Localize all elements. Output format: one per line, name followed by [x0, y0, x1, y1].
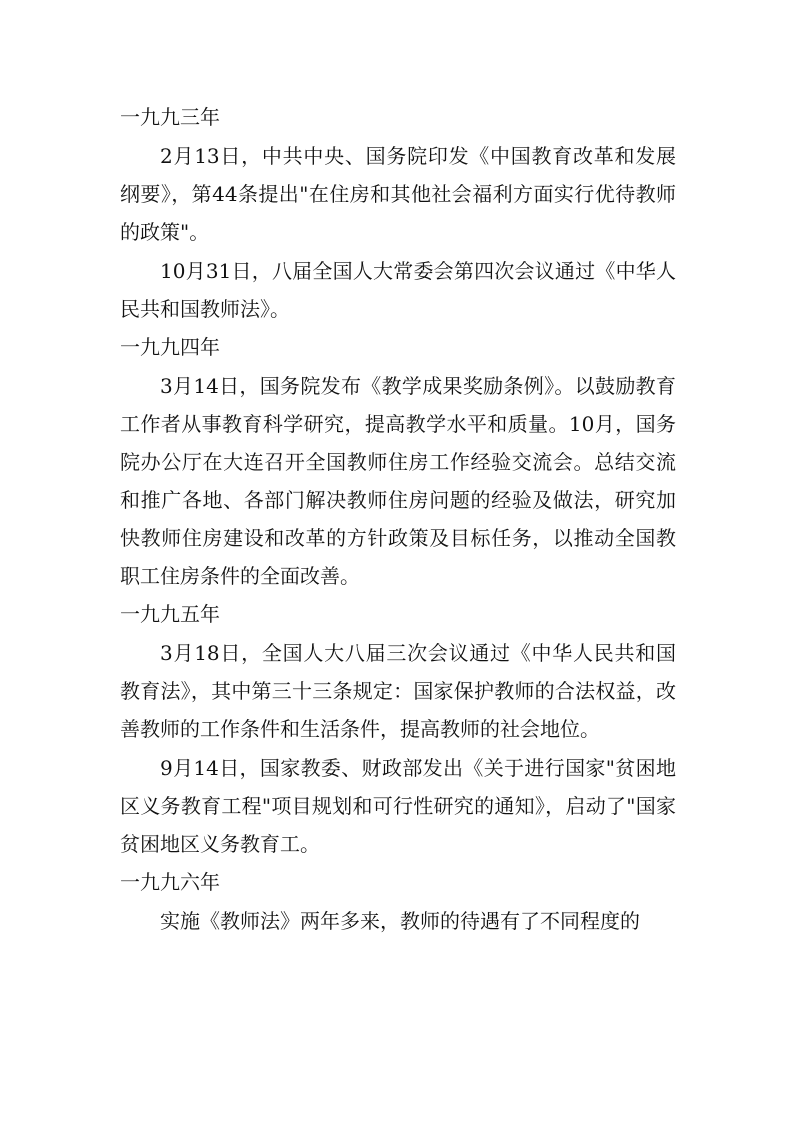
- section-1996: [120, 863, 676, 940]
- paragraph: 10月31日，八届全国人大常委会第四次会议通过《中华人民共和国教师法》。: [120, 259, 676, 321]
- section-1993: [120, 98, 676, 328]
- paragraph: 9月14日，国家教委、财政部发出《关于进行国家"贫困地区义务教育工程"项目规划和可行性研究的通知》，启动了"国家贫困地区义务教育工。: [120, 756, 676, 856]
- year-heading: 一九九五年: [120, 602, 220, 626]
- year-heading: 一九九三年: [120, 105, 220, 129]
- paragraph: 实施《教师法》两年多来，教师的待遇有了不同程度的: [160, 909, 640, 933]
- paragraph: 3月18日，全国人大八届三次会议通过《中华人民共和国教育法》，其中第三十三条规定：国家保护教师的合法权益，改善教师的工作条件和生活条件，提高教师的社会地位。: [120, 641, 676, 741]
- document-page: [120, 98, 676, 940]
- year-heading: 一九九六年: [120, 870, 220, 894]
- section-1995: [120, 595, 676, 863]
- section-1994: [120, 328, 676, 595]
- paragraph: 2月13日，中共中央、国务院印发《中国教育改革和发展纲要》，第44条提出"在住房和其他社会福利方面实行优待教师的政策"。: [120, 144, 676, 244]
- paragraph: 3月14日，国务院发布《教学成果奖励条例》。以鼓励教育工作者从事教育科学研究，提高教学水平和质量。10月，国务院办公厅在大连召开全国教师住房工作经验交流会。总结交流和推广各地、各部门解决教师住房问题的经验及做法，研究加快教师住房建设和改革的方针政策及目标任务，以推动全国教职工住房条件的全面改善。: [120, 374, 676, 588]
- year-heading: 一九九四年: [120, 335, 220, 359]
